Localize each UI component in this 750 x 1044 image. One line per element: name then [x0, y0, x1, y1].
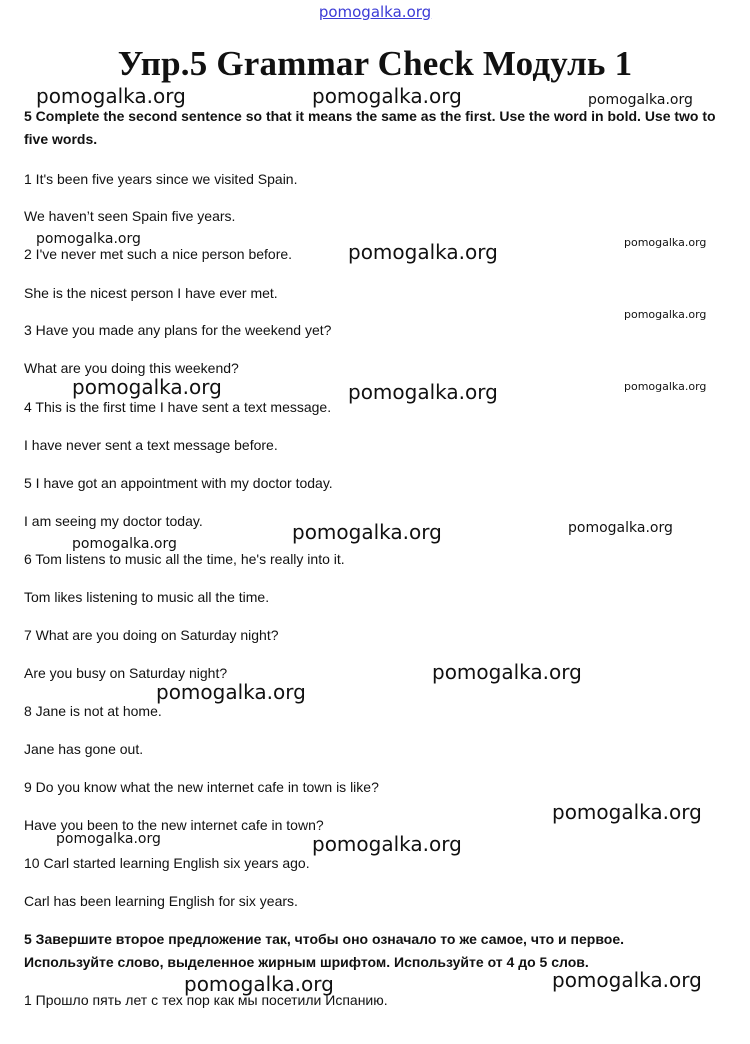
watermark: pomogalka.org — [432, 660, 582, 684]
watermark: pomogalka.org — [588, 92, 693, 108]
page-title: Упр.5 Grammar Check Модуль 1 — [117, 44, 633, 83]
watermark: pomogalka.org — [348, 380, 498, 404]
item-8-answer: Jane has gone out. — [24, 741, 144, 757]
item-6-original: 6 Tom listens to music all the time, he's really into it. — [24, 551, 345, 567]
watermark: pomogalka.org — [36, 84, 186, 108]
site-link[interactable]: pomogalka.org — [318, 3, 432, 21]
watermark: pomogalka.org — [624, 380, 707, 393]
item-5-original: 5 I have got an appointment with my doctor today. — [24, 475, 333, 491]
watermark: pomogalka.org — [552, 968, 702, 992]
watermark: pomogalka.org — [312, 84, 462, 108]
item-8-original: 8 Jane is not at home. — [24, 703, 162, 719]
item-3-answer: What are you doing this weekend? — [24, 360, 239, 376]
item-3-original: 3 Have you made any plans for the weekend yet? — [24, 322, 332, 338]
item-7-answer: Are you busy on Saturday night? — [24, 665, 228, 681]
item-2-original: 2 I've never met such a nice person before. — [24, 246, 293, 262]
watermark: pomogalka.org — [624, 236, 707, 249]
item-9-original: 9 Do you know what the new internet cafe in town is like? — [24, 779, 379, 795]
item-4-original: 4 This is the first time I have sent a text message. — [24, 399, 332, 415]
item-2-answer: She is the nicest person I have ever met. — [24, 285, 278, 301]
watermark: pomogalka.org — [56, 831, 161, 847]
instruction-ru-line-2: Используйте слово, выделенное жирным шрифтом. Используйте от 4 до 5 слов. — [24, 954, 589, 970]
watermark: pomogalka.org — [72, 536, 177, 552]
watermark: pomogalka.org — [552, 800, 702, 824]
watermark: pomogalka.org — [156, 680, 306, 704]
watermark: pomogalka.org — [184, 972, 334, 996]
watermark: pomogalka.org — [312, 832, 462, 856]
watermark: pomogalka.org — [624, 308, 707, 321]
watermark: pomogalka.org — [292, 520, 442, 544]
item-1-original: 1 It's been five years since we visited Spain. — [24, 171, 298, 187]
item-6-answer: Tom likes listening to music all the time. — [24, 589, 270, 605]
instruction-ru-line-1: 5 Завершите второе предложение так, чтобы оно означало то же самое, что и первое. — [24, 931, 624, 947]
instruction-en: 5 Complete the second sentence so that it means the same as the first. Use the word in bold. Use two to five words. — [24, 108, 716, 147]
item-9-answer: Have you been to the new internet cafe in town? — [24, 817, 324, 833]
item-10-original: 10 Carl started learning English six years ago. — [24, 855, 310, 871]
item-4-answer: I have never sent a text message before. — [24, 437, 278, 453]
item-10-answer: Carl has been learning English for six years. — [24, 893, 298, 909]
watermark: pomogalka.org — [72, 375, 222, 399]
watermark: pomogalka.org — [568, 520, 673, 536]
ru-item-1: 1 Прошло пять лет с тех пор как мы посетили Испанию. — [24, 992, 388, 1008]
item-7-original: 7 What are you doing on Saturday night? — [24, 627, 279, 643]
item-1-answer: We haven’t seen Spain five years. — [24, 208, 236, 224]
watermark: pomogalka.org — [348, 240, 498, 264]
item-5-answer: I am seeing my doctor today. — [24, 513, 203, 529]
watermark: pomogalka.org — [36, 231, 141, 247]
